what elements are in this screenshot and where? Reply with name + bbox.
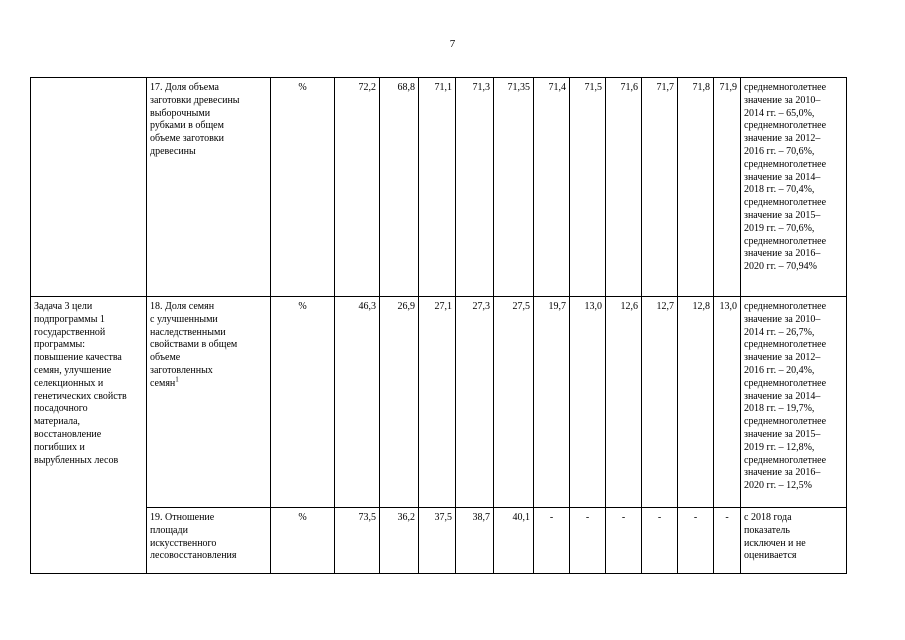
unit-cell: % [271,297,335,508]
value-cell: 19,7 [534,297,570,508]
note-text-line: значение за 2014– [744,171,821,183]
indicator-text-line: лесовосстановления [150,550,237,562]
note-text-line: среднемноголетнее [744,416,827,428]
indicator-cell [147,78,271,297]
task-text-line: программы: [34,339,86,351]
indicator-text-line: заготовки древесины [150,94,240,106]
table-row [31,78,847,297]
value-cell: 71,1 [419,78,456,297]
note-cell [741,297,847,508]
indicator-text-line: наследственными [150,326,226,338]
value-cell: 71,6 [606,78,642,297]
task-text-line: селекционных и [34,377,104,389]
table-row [31,508,847,574]
indicator-text-line: древесины [150,145,196,157]
value-cell: 40,1 [494,508,534,574]
value-cell: 27,1 [419,297,456,508]
value-cell: - [570,508,606,574]
value-cell: 73,5 [335,508,380,574]
value-cell: 37,5 [419,508,456,574]
note-text-line: 2018 гг. – 19,7%, [744,403,815,415]
note-text-line: значение за 2015– [744,209,821,221]
value-cell: 13,0 [570,297,606,508]
value-cell: 38,7 [456,508,494,574]
value-cell: 71,5 [570,78,606,297]
task-cell [31,297,147,574]
note-text-line: среднемноголетнее [744,235,827,247]
value-cell: 71,35 [494,78,534,297]
indicator-text-line: свойствами в общем [150,339,238,351]
unit-cell: % [271,508,335,574]
note-text-line: среднемноголетнее [744,454,827,466]
value-cell: 71,4 [534,78,570,297]
task-cell-empty [31,78,147,297]
value-cell: 71,8 [678,78,714,297]
note-text-line: 2014 гг. – 65,0%, [744,107,815,119]
indicator-text-line: 17. Доля объема [150,82,219,93]
value-cell: 71,7 [642,78,678,297]
value-cell: 12,8 [678,297,714,508]
value-cell: 13,0 [714,297,741,508]
task-text-line: генетических свойств [34,390,127,402]
note-text-line: среднемноголетнее [744,82,827,93]
indicator-text-line: объеме [150,352,181,364]
note-text-line: значение за 2015– [744,428,821,440]
value-cell: - [534,508,570,574]
task-text-line: вырубленных лесов [34,454,119,466]
table-row [31,297,847,508]
indicator-text-line: искусственного [150,537,217,549]
indicators-table [30,77,847,574]
value-cell: 36,2 [380,508,419,574]
indicator-text-line: с улучшенными [150,313,218,325]
note-cell [741,508,847,574]
note-text-line: среднемноголетнее [744,301,827,312]
note-text-line: 2016 гг. – 20,4%, [744,364,815,376]
task-text-line: погибших и [34,441,85,453]
note-text-line: значение за 2016– [744,467,821,479]
note-text-line: среднемноголетнее [744,120,827,132]
value-cell: 68,8 [380,78,419,297]
note-text-line: значение за 2016– [744,248,821,260]
indicator-text-line: 18. Доля семян [150,301,215,312]
indicator-text: семян [150,377,176,389]
indicator-text-line: площади [150,524,188,536]
value-cell: - [678,508,714,574]
value-cell: 71,9 [714,78,741,297]
indicator-text-line: рубками в общем [150,120,224,132]
note-text-line: значение за 2014– [744,390,821,402]
task-text-line: подпрограммы 1 [34,313,105,325]
value-cell: - [606,508,642,574]
value-cell: 27,3 [456,297,494,508]
note-text-line: среднемноголетнее [744,197,827,209]
note-text-line: значение за 2010– [744,313,821,325]
indicator-text-line: 19. Отношение [150,512,215,523]
value-cell: 12,6 [606,297,642,508]
note-text-line: показатель [744,524,790,536]
note-text-line: 2019 гг. – 12,8%, [744,441,815,453]
note-text-line: 2019 гг. – 70,6%, [744,222,815,234]
note-text-line: исключен и не [744,537,806,549]
note-text-line: 2020 гг. – 70,94% [744,261,817,273]
task-text-line: посадочного [34,403,88,415]
value-cell: 27,5 [494,297,534,508]
task-text-line: Задача 3 цели [34,301,93,312]
value-cell: - [714,508,741,574]
note-text-line: значение за 2012– [744,352,821,364]
value-cell: 71,3 [456,78,494,297]
note-text-line: с 2018 года [744,512,792,523]
note-cell [741,78,847,297]
note-text-line: 2014 гг. – 26,7%, [744,326,815,338]
note-text-line: 2020 гг. – 12,5% [744,480,812,492]
note-text-line: среднемноголетнее [744,377,827,389]
task-text-line: повышение качества [34,352,122,364]
indicator-text-line [150,375,267,391]
value-cell: 12,7 [642,297,678,508]
note-text-line: оценивается [744,550,797,562]
task-text-line: государственной [34,326,106,338]
value-cell: - [642,508,678,574]
indicator-cell [147,297,271,508]
unit-cell: % [271,78,335,297]
note-text-line: 2018 гг. – 70,4%, [744,184,815,196]
indicator-text-line: заготовленных [150,364,213,376]
value-cell: 26,9 [380,297,419,508]
task-text-line: материала, [34,416,81,428]
value-cell: 46,3 [335,297,380,508]
note-text-line: среднемноголетнее [744,158,827,170]
indicator-cell [147,508,271,574]
note-text-line: значение за 2010– [744,94,821,106]
page-number: 7 [449,38,456,50]
note-text-line: 2016 гг. – 70,6%, [744,145,815,157]
note-text-line: среднемноголетнее [744,339,827,351]
note-text-line: значение за 2012– [744,133,821,145]
indicator-text-line: выборочными [150,107,211,119]
footnote-marker: 1 [175,375,179,384]
indicator-text-line: объеме заготовки [150,133,224,145]
task-text-line: семян, улучшение [34,364,112,376]
task-text-line: восстановление [34,428,102,440]
value-cell: 72,2 [335,78,380,297]
